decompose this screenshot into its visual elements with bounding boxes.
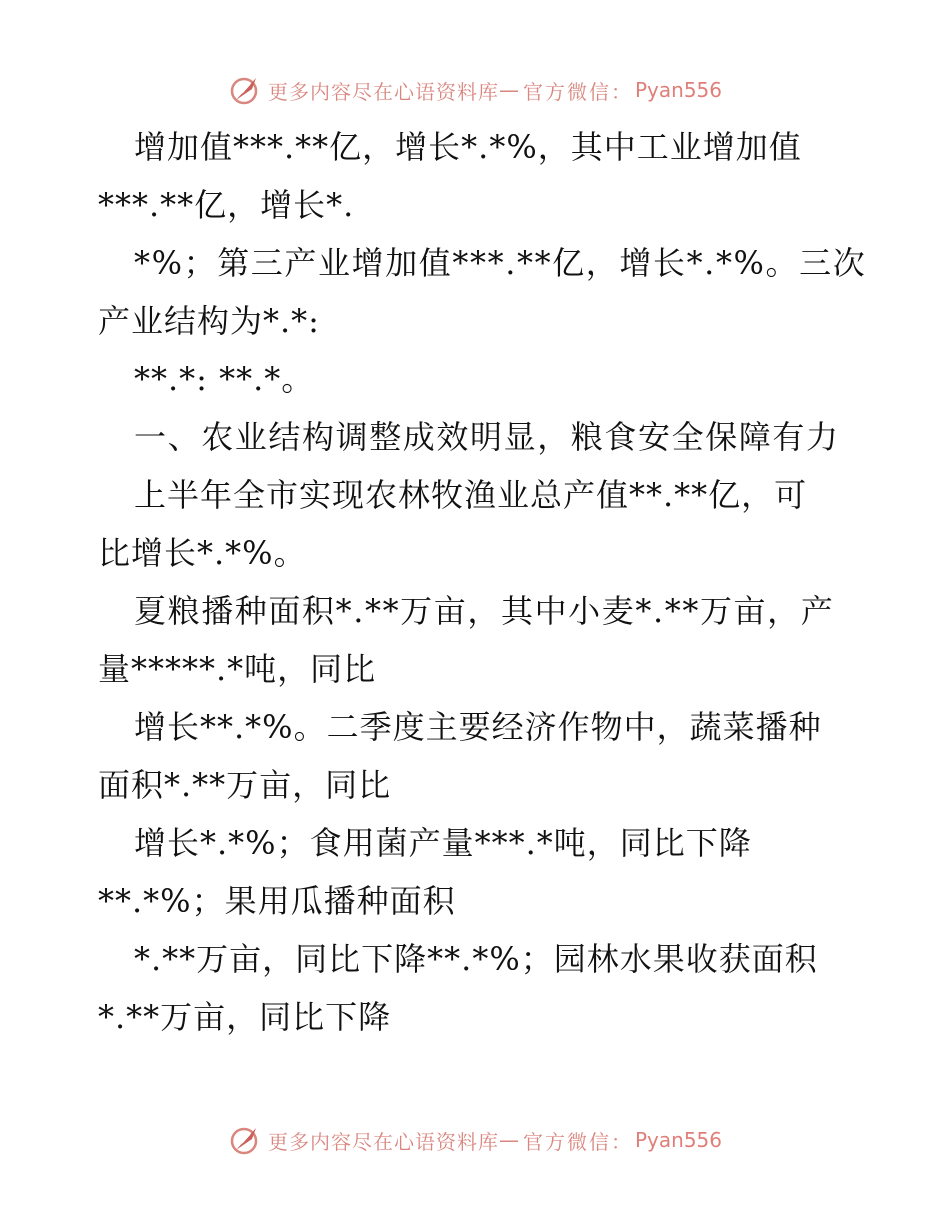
- quill-logo-icon: [228, 73, 262, 107]
- text-line: 产业结构为*.*:: [98, 302, 320, 340]
- quill-logo-icon: [228, 1123, 262, 1157]
- text-line: **.*%；果用瓜播种面积: [98, 882, 456, 920]
- text-line: *.**万亩，同比下降: [98, 998, 392, 1036]
- watermark-site-name: 更多内容尽在心语资料库: [267, 1129, 499, 1154]
- text-line: 增长**.*%。二季度主要经济作物中，蔬菜播种: [134, 708, 822, 746]
- text-line: 面积*.**万亩，同比: [98, 766, 392, 804]
- watermark-dash: —: [498, 1128, 519, 1152]
- watermark-wechat-id: Pyan556: [634, 78, 722, 102]
- text-line: 比增长*.*%。: [98, 534, 307, 572]
- watermark-label: 官方微信：: [522, 79, 633, 104]
- watermark-wechat-id: Pyan556: [634, 1128, 722, 1152]
- text-line: 增长*.*%；食用菌产量***.*吨，同比下降: [134, 824, 752, 862]
- watermark-site-name: 更多内容尽在心语资料库: [267, 79, 499, 104]
- text-line: ***.**亿，增长*.: [98, 186, 355, 224]
- text-line: 量*****.*吨，同比: [98, 650, 377, 688]
- text-line: 增加值***.**亿，增长*.*%，其中工业增加值: [134, 128, 802, 166]
- document-body: [98, 118, 867, 1046]
- footer-watermark: [0, 1120, 950, 1160]
- section-heading: 一、农业结构调整成效明显，粮食安全保障有力: [134, 418, 840, 456]
- text-line: 上半年全市实现农林牧渔业总产值**.**亿，可: [134, 476, 808, 514]
- text-line: *%；第三产业增加值***.**亿，增长*.*%。三次: [134, 244, 867, 282]
- text-line: 夏粮播种面积*.**万亩，其中小麦*.**万亩，产: [134, 592, 835, 630]
- header-watermark: [0, 70, 950, 110]
- watermark-label: 官方微信：: [522, 1129, 633, 1154]
- text-line: *.**万亩，同比下降**.*%；园林水果收获面积: [134, 940, 818, 978]
- watermark-dash: —: [498, 78, 519, 102]
- text-line: **.*: **.*。: [134, 360, 315, 398]
